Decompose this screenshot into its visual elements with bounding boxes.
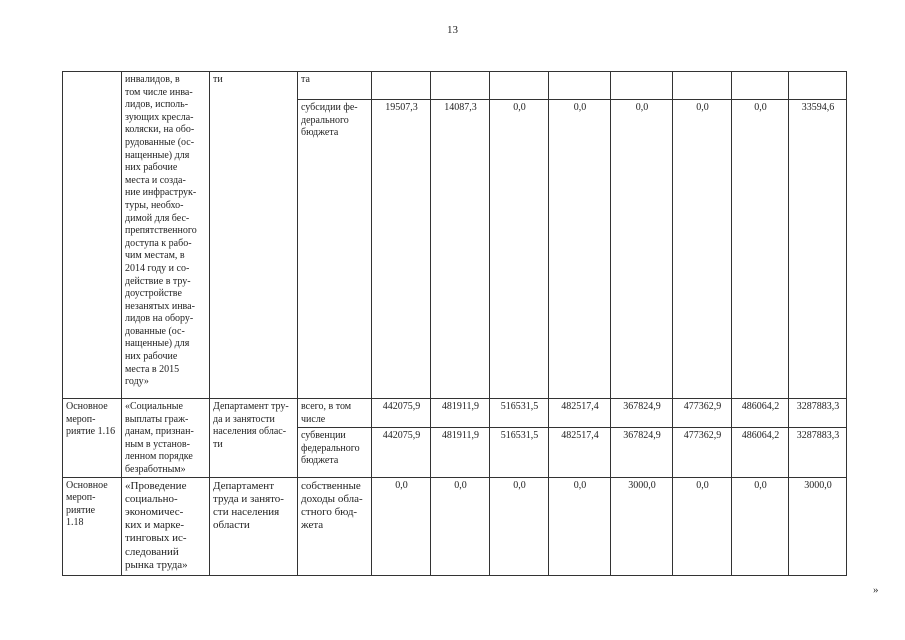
value-cell: 0,0 [611,100,673,399]
activity-name-cell: Основное мероп- риятие 1.18 [63,477,122,575]
page-number: 13 [447,24,458,36]
value-cell: 0,0 [490,100,549,399]
value-cell: 0,0 [673,100,732,399]
funding-source-cell: собственные доходы обла- стного бюд- жета [298,477,372,575]
funding-source-cell: субсидии фе- дерального бюджета [298,100,372,399]
value-cell: 0,0 [732,477,789,575]
program-table [62,71,847,576]
value-cell: 19507,3 [372,100,431,399]
value-cell: 0,0 [673,477,732,575]
value-cell: 481911,9 [431,428,490,478]
value-cell: 0,0 [549,100,611,399]
value-cell [611,72,673,100]
table-row [63,399,847,428]
value-cell [673,72,732,100]
executor-cell: ти [210,72,298,399]
value-cell [732,72,789,100]
activity-description-cell: «Социальные выплаты граж- данам, признан- ным в установ- ленном порядке безработным» [122,399,210,478]
activity-description-cell: «Проведение социально- экономичес- ких и марке- тинговых ис- следований рынка труда» [122,477,210,575]
value-cell: 3000,0 [611,477,673,575]
value-cell: 367824,9 [611,399,673,428]
activity-name-cell: Основное мероп- риятие 1.16 [63,399,122,478]
value-cell [431,72,490,100]
value-cell: 367824,9 [611,428,673,478]
value-cell: 477362,9 [673,428,732,478]
total-cell: 3287883,3 [789,399,847,428]
funding-source-cell: субвенции федерального бюджета [298,428,372,478]
value-cell: 0,0 [549,477,611,575]
activity-description-cell: инвалидов, в том числе инва- лидов, исполь- зующих кресла- коляски, на обо- рудованные (ос- нащенные) для них рабочие места и созда- ние инфраструк- туры, необхо- димой для бес- препятственного доступа к рабо- чим местам, в 2014 году и со- действие в тру- доустройстве незанятых инва- лидов на обору- дованные (ос- нащенные) для них рабочие места в 2015 году» [122,72,210,399]
executor-cell: Департамент труда и занято- сти населения области [210,477,298,575]
total-cell: 33594,6 [789,100,847,399]
value-cell: 477362,9 [673,399,732,428]
executor-cell: Департамент тру- да и занятости населения облас- ти [210,399,298,478]
value-cell: 0,0 [372,477,431,575]
value-cell: 0,0 [431,477,490,575]
table-row [63,72,847,100]
continuation-mark: » [873,584,879,596]
total-cell [789,72,847,100]
value-cell: 486064,2 [732,399,789,428]
value-cell: 482517,4 [549,428,611,478]
value-cell: 516531,5 [490,399,549,428]
funding-source-cell: та [298,72,372,100]
table-row [63,477,847,575]
value-cell [549,72,611,100]
value-cell: 482517,4 [549,399,611,428]
total-cell: 3000,0 [789,477,847,575]
value-cell: 0,0 [490,477,549,575]
value-cell: 14087,3 [431,100,490,399]
value-cell [490,72,549,100]
value-cell: 0,0 [732,100,789,399]
value-cell: 486064,2 [732,428,789,478]
value-cell: 516531,5 [490,428,549,478]
total-cell: 3287883,3 [789,428,847,478]
value-cell [372,72,431,100]
activity-name-cell [63,72,122,399]
value-cell: 442075,9 [372,428,431,478]
value-cell: 481911,9 [431,399,490,428]
funding-source-cell: всего, в том числе [298,399,372,428]
value-cell: 442075,9 [372,399,431,428]
